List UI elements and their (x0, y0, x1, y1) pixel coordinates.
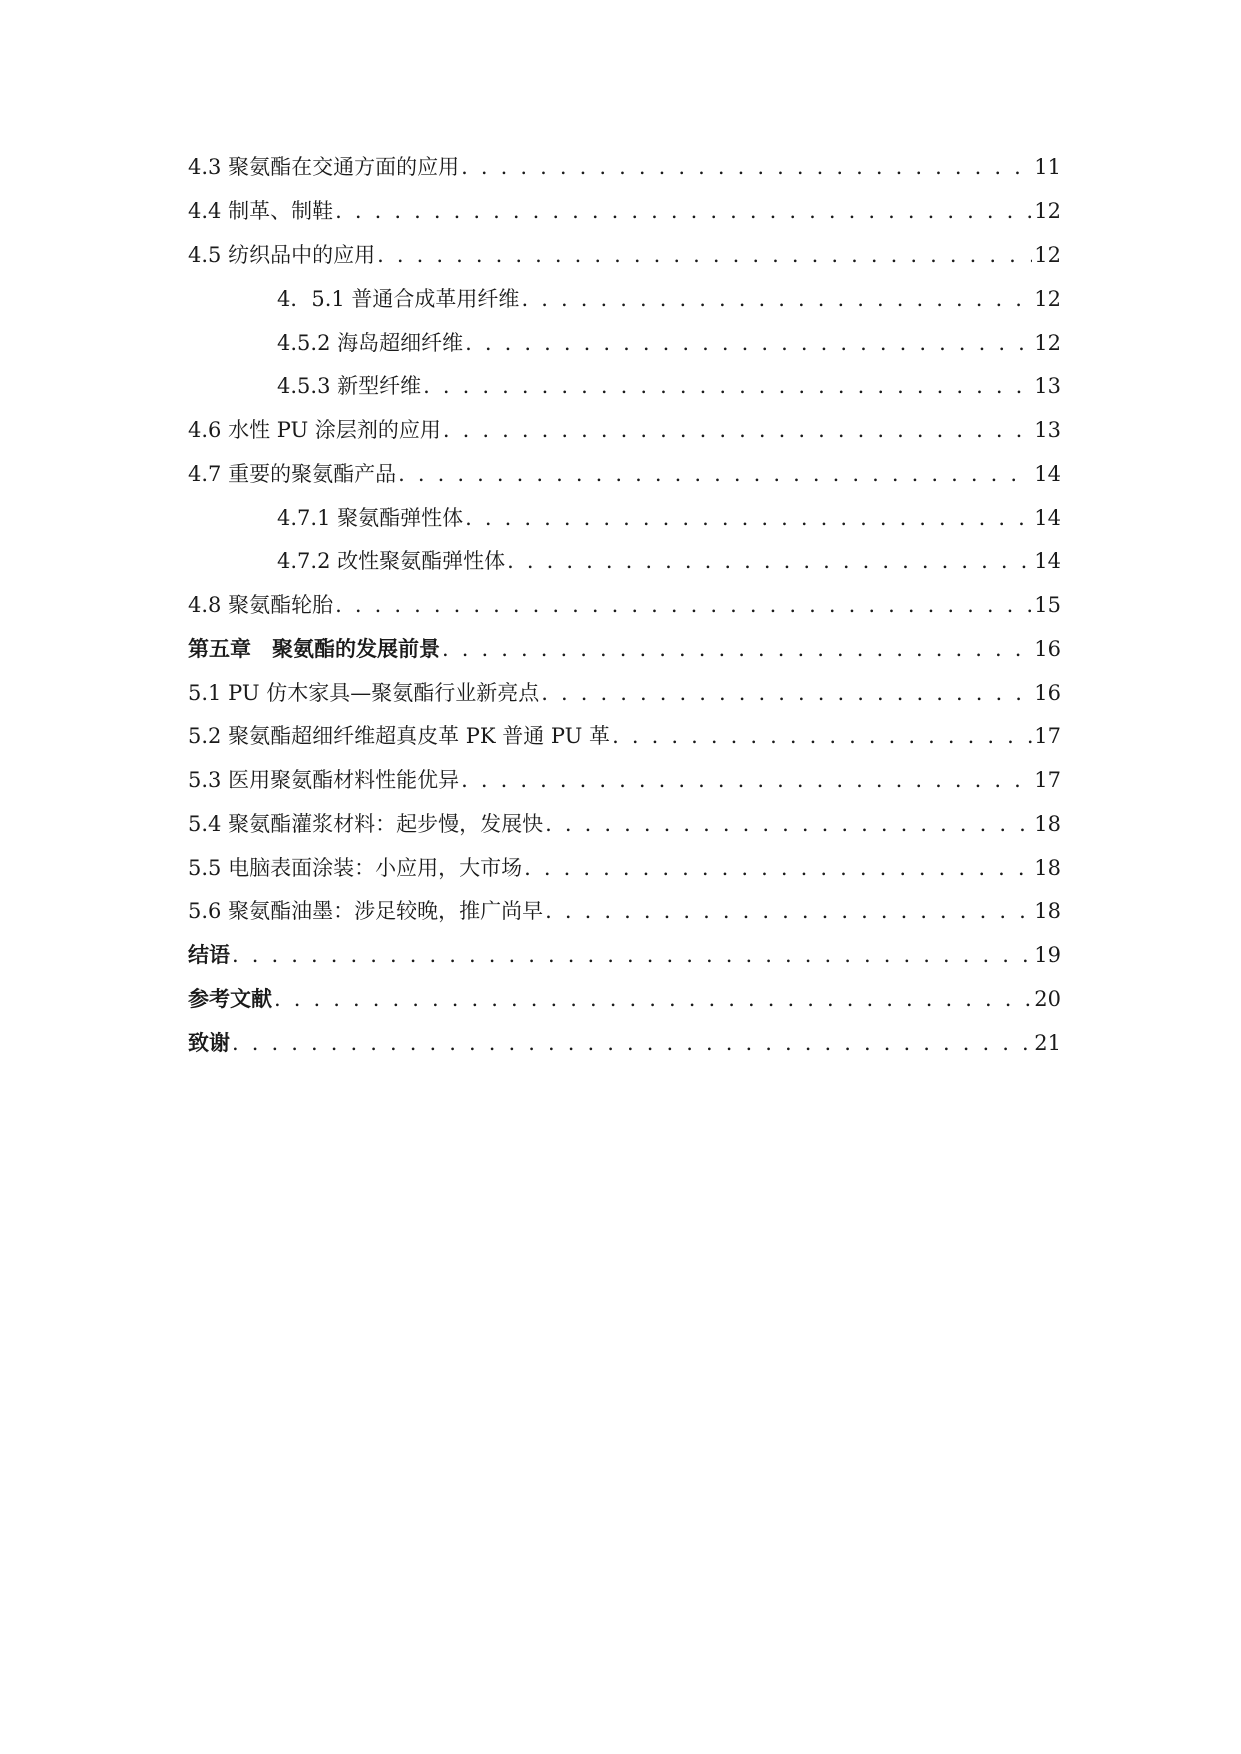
toc-dot-leader (465, 503, 1032, 533)
toc-entry[interactable] (188, 240, 1061, 270)
toc-entry-page: 13 (1034, 374, 1061, 398)
toc-dot-leader (443, 415, 1032, 445)
toc-dot-leader (442, 634, 1032, 664)
toc-entry-title: 结语 (188, 943, 230, 967)
toc-dot-leader (545, 809, 1032, 839)
toc-dot-leader (377, 240, 1032, 270)
toc-entry-page: 16 (1034, 681, 1061, 705)
toc-dot-leader (461, 765, 1032, 795)
toc-entry-title: 5.2 聚氨酯超细纤维超真皮革 PK 普通 PU 革 (188, 724, 611, 748)
toc-entry-title: 致谢 (188, 1031, 230, 1055)
toc-dot-leader (524, 853, 1032, 883)
toc-entry-page: 12 (1034, 199, 1061, 223)
toc-entry-page: 15 (1034, 593, 1061, 617)
toc-entry-title: 5.3 医用聚氨酯材料性能优异 (188, 768, 460, 792)
toc-entry-page: 12 (1034, 243, 1061, 267)
toc-entry-title: 4.8 聚氨酯轮胎 (188, 593, 334, 617)
toc-entry-page: 13 (1034, 418, 1061, 442)
toc-entry-page: 19 (1034, 943, 1061, 967)
toc-dot-leader (423, 371, 1032, 401)
toc-entry-page: 16 (1034, 637, 1061, 661)
toc-entry[interactable] (277, 371, 1061, 401)
toc-dot-leader (274, 984, 1032, 1014)
toc-entry-title: 5.6 聚氨酯油墨：涉足较晚，推广尚早 (188, 899, 544, 923)
toc-dot-leader (398, 459, 1032, 489)
toc-chapter-entry[interactable] (188, 940, 1061, 970)
toc-entry-title: 参考文献 (188, 987, 272, 1011)
toc-chapter-entry[interactable] (188, 984, 1061, 1014)
toc-entry-title: 4.7.2 改性聚氨酯弹性体 (277, 549, 506, 573)
toc-entry-title: 4.4 制革、制鞋 (188, 199, 334, 223)
toc-entry[interactable] (188, 853, 1061, 883)
toc-entry-page: 18 (1034, 899, 1061, 923)
toc-entry-page: 14 (1034, 506, 1061, 530)
toc-entry[interactable] (188, 765, 1061, 795)
toc-entry-title: 4.5 纺织品中的应用 (188, 243, 376, 267)
toc-entry[interactable] (188, 809, 1061, 839)
toc-dot-leader (545, 896, 1032, 926)
toc-chapter-entry[interactable] (188, 1028, 1061, 1058)
toc-entry-title: 4.7 重要的聚氨酯产品 (188, 462, 397, 486)
toc-entry-title: 5.5 电脑表面涂装：小应用，大市场 (188, 856, 523, 880)
toc-entry-page: 17 (1034, 768, 1061, 792)
toc-entry-title: 5.4 聚氨酯灌浆材料：起步慢，发展快 (188, 812, 544, 836)
toc-entry-page: 17 (1034, 724, 1061, 748)
toc-dot-leader (335, 196, 1032, 226)
toc-entry-title: 4.7.1 聚氨酯弹性体 (277, 506, 464, 530)
toc-dot-leader (232, 940, 1032, 970)
toc-entry[interactable] (188, 721, 1061, 751)
toc-dot-leader (232, 1028, 1032, 1058)
toc-entry[interactable] (277, 546, 1061, 576)
toc-entry-page: 14 (1034, 462, 1061, 486)
toc-entry[interactable] (188, 415, 1061, 445)
toc-entry-title: 第五章 聚氨酯的发展前景 (188, 637, 440, 661)
toc-entry-title: 4.5.2 海岛超细纤维 (277, 331, 464, 355)
toc-entry[interactable] (188, 590, 1061, 620)
toc-entry-title: 4.6 水性 PU 涂层剂的应用 (188, 418, 441, 442)
toc-entry-page: 21 (1034, 1031, 1061, 1055)
toc-entry-title: 4.5.3 新型纤维 (277, 374, 422, 398)
toc-entry-page: 12 (1034, 287, 1061, 311)
toc-entry-page: 12 (1034, 331, 1061, 355)
toc-entry[interactable] (188, 196, 1061, 226)
toc-dot-leader (521, 284, 1032, 314)
toc-entry[interactable] (188, 459, 1061, 489)
toc-dot-leader (541, 678, 1032, 708)
toc-entry-page: 11 (1034, 155, 1061, 179)
toc-dot-leader (507, 546, 1032, 576)
toc-entry-page: 18 (1034, 856, 1061, 880)
toc-entry[interactable] (277, 328, 1061, 358)
toc-dot-leader (612, 721, 1032, 751)
toc-entry-page: 20 (1034, 987, 1061, 1011)
toc-dot-leader (465, 328, 1032, 358)
toc-dot-leader (461, 152, 1032, 182)
toc-entry[interactable] (277, 503, 1061, 533)
toc-entry[interactable] (188, 152, 1061, 182)
toc-entry-title: 4．5.1 普通合成革用纤维 (277, 287, 520, 311)
toc-dot-leader (335, 590, 1032, 620)
toc-entry-title: 4.3 聚氨酯在交通方面的应用 (188, 155, 460, 179)
toc-entry[interactable] (188, 678, 1061, 708)
toc-chapter-entry[interactable] (188, 634, 1061, 664)
toc-entry-page: 14 (1034, 549, 1061, 573)
toc-entry[interactable] (188, 896, 1061, 926)
toc-entry-page: 18 (1034, 812, 1061, 836)
toc-entry-title: 5.1 PU 仿木家具—聚氨酯行业新亮点 (188, 681, 540, 705)
toc-entry[interactable] (277, 284, 1061, 314)
